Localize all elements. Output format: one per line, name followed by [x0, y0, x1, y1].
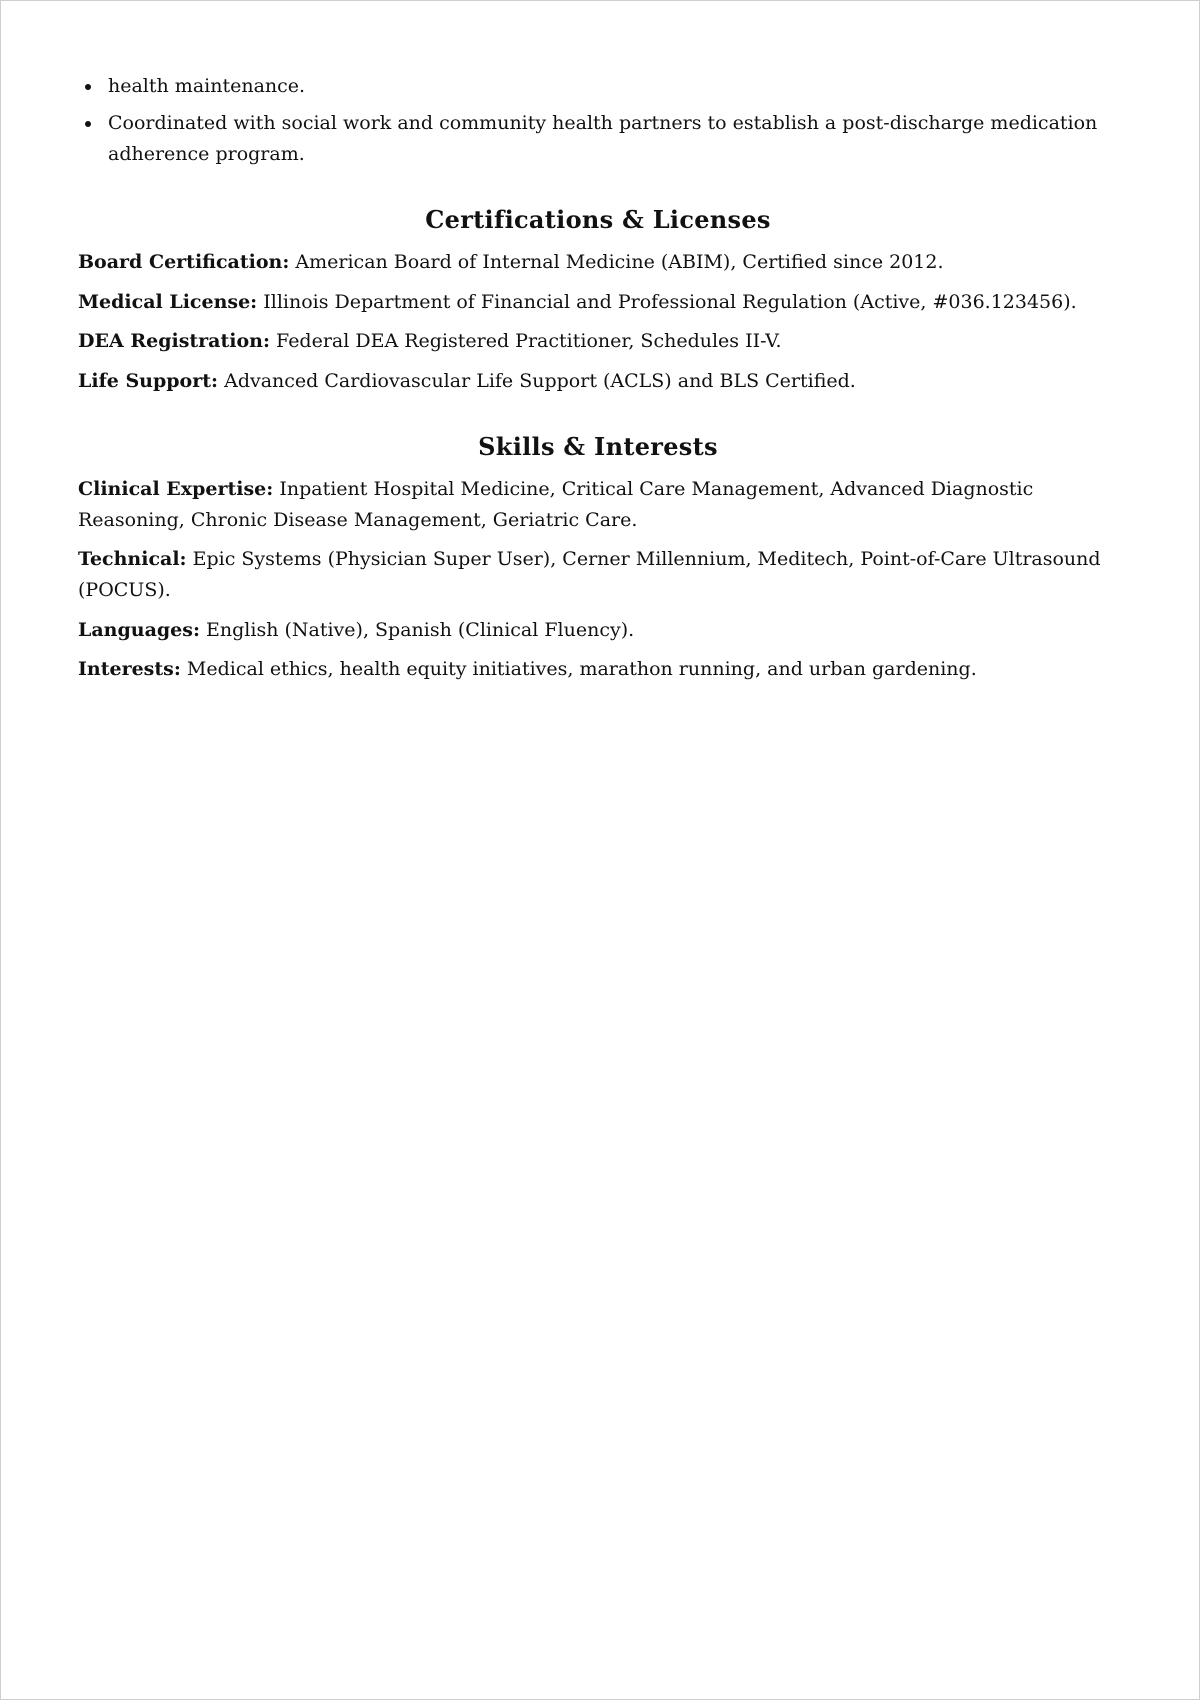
entry-text: Medical ethics, health equity initiatives, marathon running, and urban gardening. — [186, 658, 977, 680]
experience-bullet-list — [78, 71, 1118, 170]
list-item — [78, 71, 1118, 102]
entry-label: Clinical Expertise: — [78, 477, 274, 500]
entry-text: Advanced Cardiovascular Life Support (ACLS) and BLS Certified. — [224, 369, 856, 392]
entry-label: Medical License: — [78, 290, 258, 313]
entry-text: Epic Systems (Physician Super User), Cerner Millennium, Meditech, Point-of-Care Ultrasound (POCUS). — [78, 548, 1101, 601]
entry-text: English (Native), Spanish (Clinical Fluency). — [206, 618, 635, 641]
entry-label: Board Certification: — [78, 251, 290, 273]
medical-license-entry — [78, 287, 1118, 318]
interests-entry — [78, 654, 1118, 685]
board-certification-entry — [78, 247, 1118, 278]
certifications-heading: Certifications & Licenses — [425, 205, 771, 234]
entry-label: Life Support: — [78, 369, 219, 392]
bullet-text: Coordinated with social work and community health partners to establish a post-discharge medication adherence program. — [108, 112, 1098, 165]
entry-label: Languages: — [78, 618, 200, 641]
document-content — [78, 71, 1118, 694]
bullet-icon — [85, 121, 91, 127]
life-support-entry — [78, 366, 1118, 397]
entry-text: Inpatient Hospital Medicine, Critical Care Management, Advanced Diagnostic Reasoning, Chronic Disease Management, Geriatric Care. — [78, 477, 1034, 531]
entry-label: Technical: — [78, 548, 187, 570]
bullet-text: health maintenance. — [108, 75, 306, 97]
skills-heading: Skills & Interests — [478, 431, 718, 461]
technical-entry — [78, 544, 1118, 606]
entry-label: DEA Registration: — [78, 330, 270, 352]
entry-text: Federal DEA Registered Practitioner, Schedules II-V. — [276, 330, 782, 352]
entry-label: Interests: — [78, 658, 181, 680]
entry-text: Illinois Department of Financial and Professional Regulation (Active, #036.123456). — [263, 290, 1077, 313]
entry-text: American Board of Internal Medicine (ABIM), Certified since 2012. — [295, 251, 944, 273]
languages-entry — [78, 615, 1118, 646]
dea-registration-entry — [78, 326, 1118, 357]
clinical-expertise-entry — [78, 474, 1118, 536]
list-item — [78, 108, 1118, 170]
bullet-icon — [85, 84, 91, 90]
